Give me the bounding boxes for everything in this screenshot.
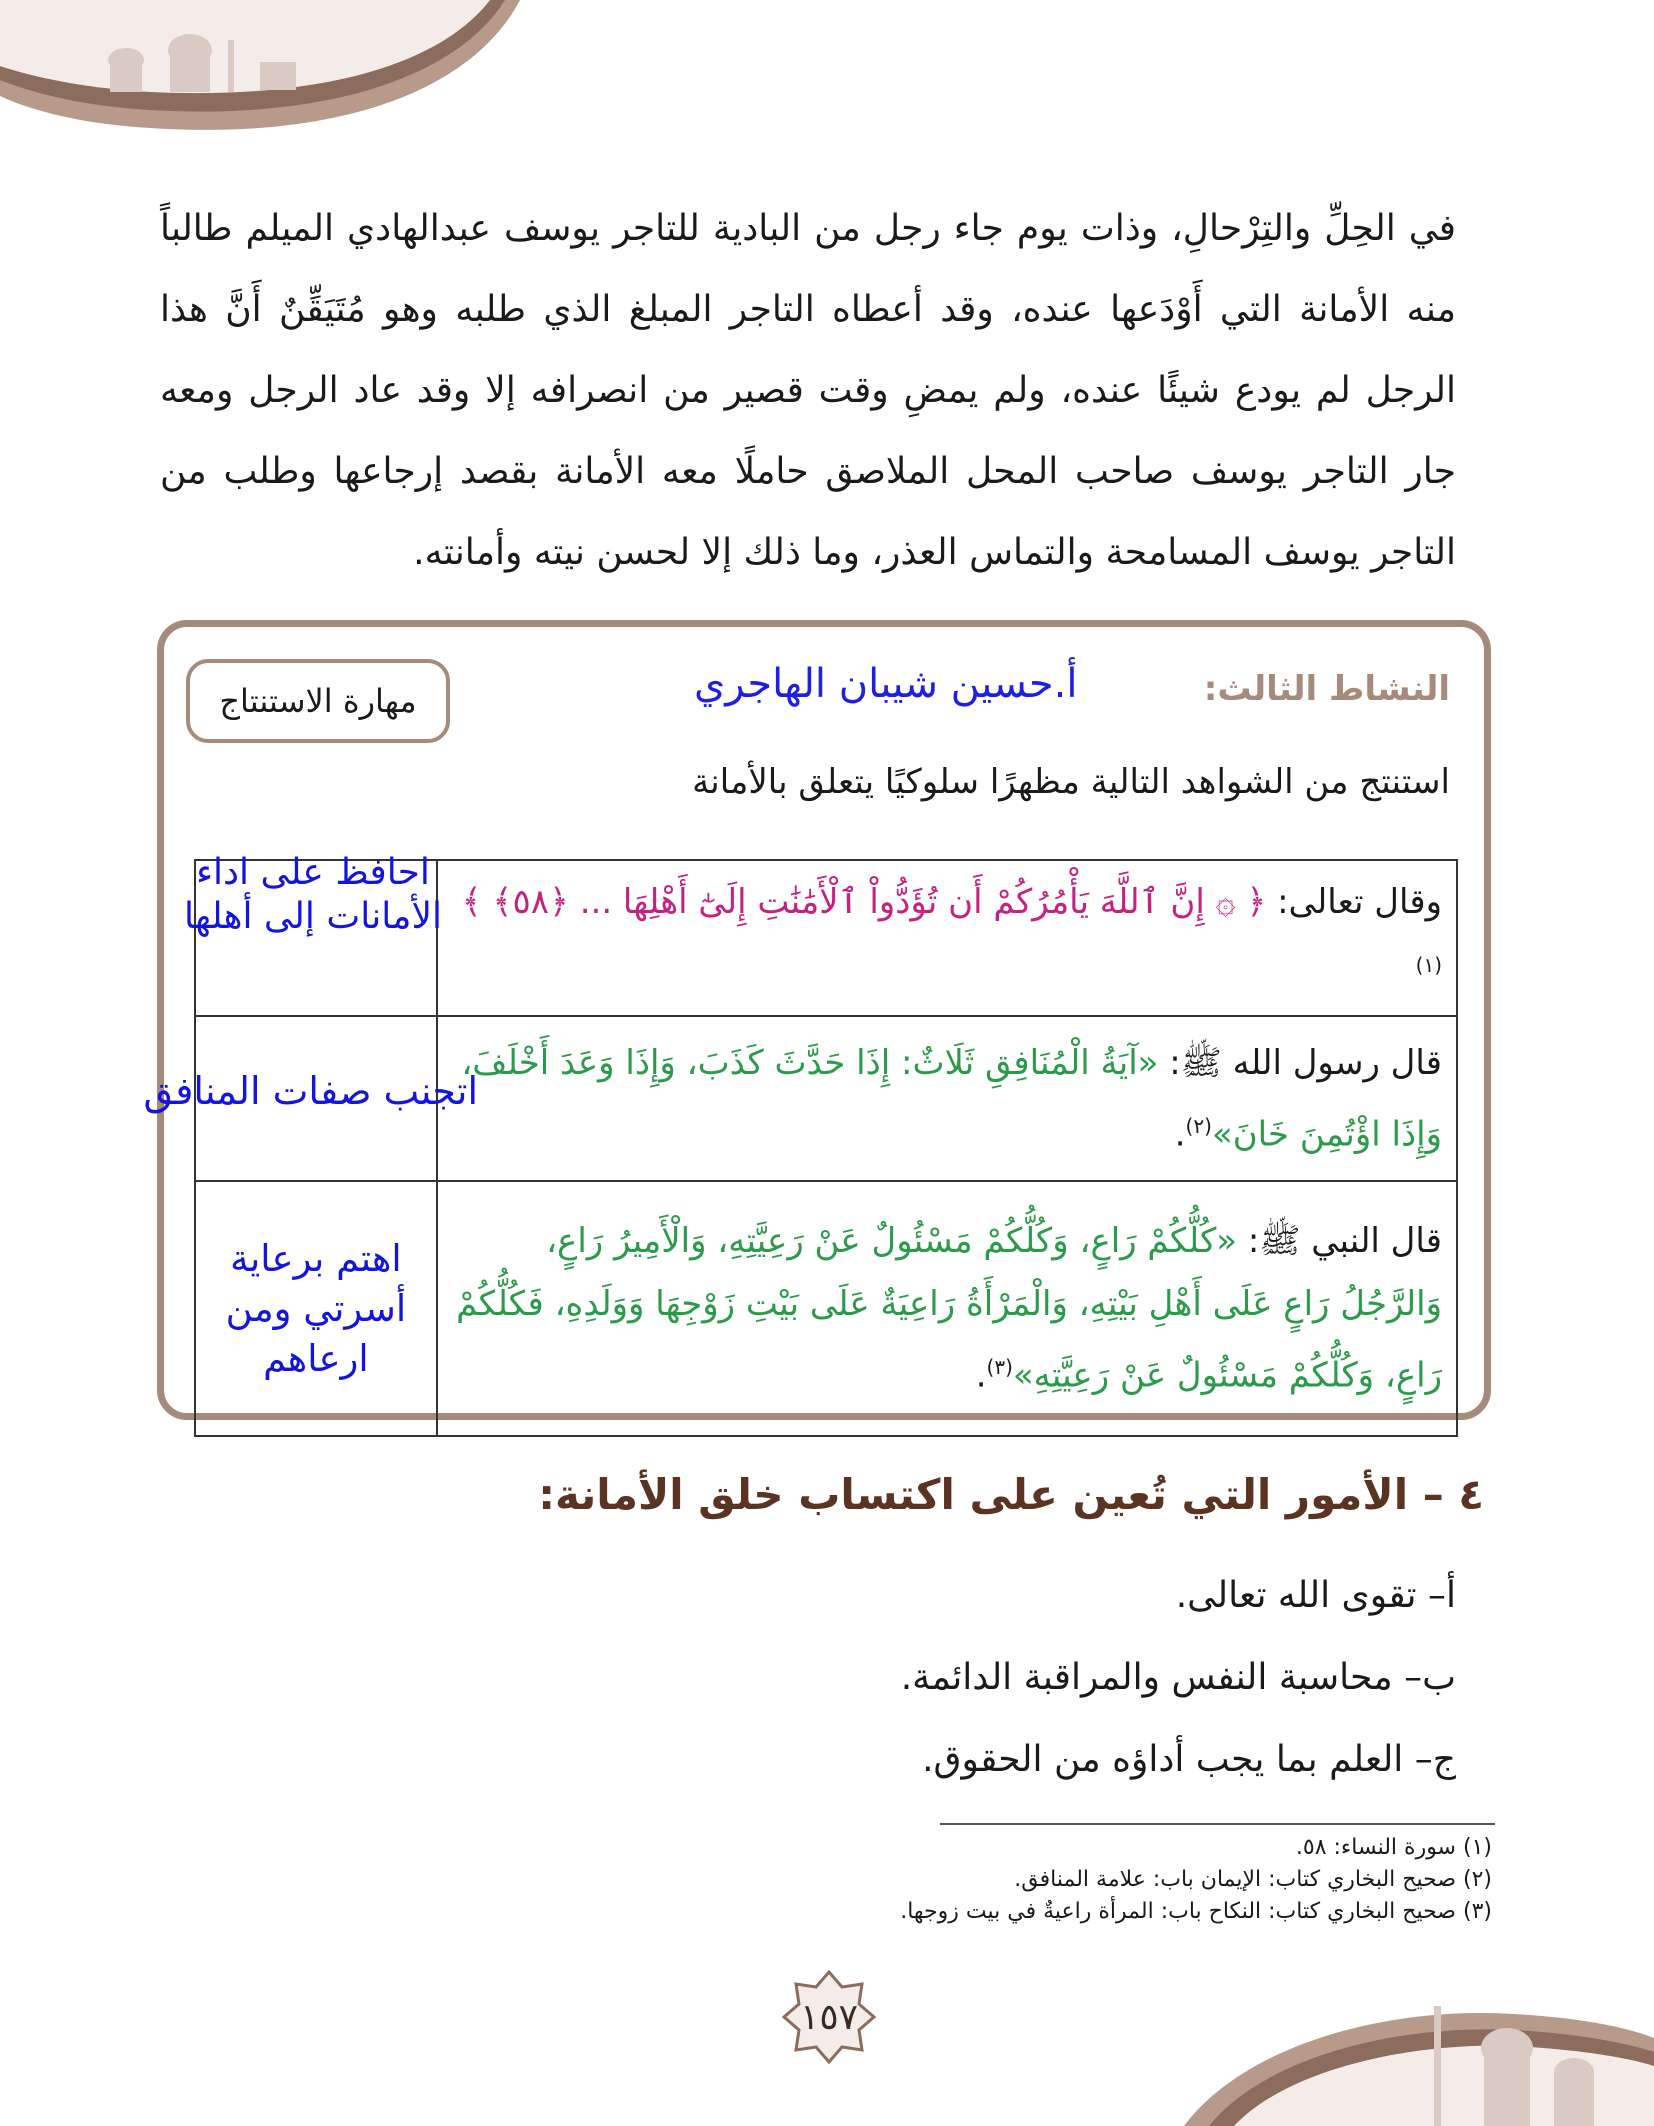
footnote-ref: (١)	[1415, 953, 1442, 977]
quran-verse: ﴿ ۞ إِنَّ ٱللَّهَ يَأْمُرُكُمْ أَن تُؤَدُّواْ ٱلْأَمَٰنَٰتِ إِلَىٰٓ أَهْلِهَا ... ﴿٥٨﴾ ﴾	[461, 882, 1267, 922]
answer-cell[interactable]	[195, 1181, 437, 1436]
evidence-intro: قال رسول الله ﷺ:	[1158, 1042, 1442, 1083]
answer-cell[interactable]	[143, 1016, 478, 1181]
page-number-text: ١٥٧	[799, 1996, 858, 2038]
footnote-divider	[940, 1823, 1495, 1825]
activity-instruction: استنتج من الشواهد التالية مظهرًا سلوكيًا يتعلق بالأمانة	[692, 762, 1450, 802]
footnote-ref: (٣)	[986, 1355, 1013, 1380]
evidence-table	[143, 852, 1458, 1437]
section-title: ٤ – الأمور التي تُعين على اكتساب خلق الأمانة:	[538, 1470, 1484, 1519]
evidence-tail: .	[1174, 1113, 1186, 1154]
table-row	[195, 1181, 1457, 1436]
activity-title: النشاط الثالث:	[1203, 669, 1450, 709]
activity-box	[143, 620, 1491, 1420]
handwritten-answer: اتجنب صفات المنافق	[143, 1069, 478, 1114]
evidence-tail: .	[975, 1355, 987, 1396]
hadith-text: «كُلُّكُمْ رَاعٍ، وَكُلُّكُمْ مَسْئُولٌ عَنْ رَعِيَّتِهِ، وَالْأَمِيرُ رَاعٍ، وَالرَّجُلُ رَاعٍ عَلَى أَهْلِ بَيْتِهِ، وَالْمَرْأَةُ رَاعِيَةٌ عَلَى بَيْتِ زَوْجِهَا وَوَلَدِهِ، فَكُلُّكُمْ رَاعٍ، وَكُلُّكُمْ مَسْئُولٌ عَنْ رَعِيَّتِهِ»	[456, 1221, 1442, 1396]
intro-paragraph: في الحِلِّ والتِرْحالِ، وذات يوم جاء رجل من البادية للتاجر يوسف عبدالهادي الميلم طالباً منه الأمانة التي أَوْدَعها عنده، وقد أعطاه التاجر المبلغ الذي طلبه وهو مُتَيَقِّنٌ أَنَّ هذا الرجل لم يودع شيئًا عنده، ولم يمضِ وقت قصير من انصرافه إلا وقد عاد الرجل ومعه جار التاجر يوسف صاحب المحل الملاصق حاملًا معه الأمانة بقصد إرجاعها وطلب من التاجر يوسف المسامحة والتماس العذر، وما ذلك إلا لحسن نيته وأمانته.	[160, 208, 1456, 573]
footnote-ref: (٢)	[1185, 1113, 1212, 1138]
footnote: (٣) صحيح البخاري كتاب: النكاح باب: المرأة راعيةٌ في بيت زوجها.	[900, 1899, 1492, 1924]
page-number	[782, 1970, 876, 2064]
evidence-cell	[437, 1181, 1457, 1436]
table-row	[195, 860, 1457, 1016]
list-item: ب– محاسبة النفس والمراقبة الدائمة.	[900, 1657, 1456, 1698]
skill-badge: مهارة الاستنتاج	[186, 659, 450, 743]
handwritten-answer: احافظ على اداء الأمانات إلى أهلها	[184, 852, 442, 937]
list-item: أ– تقوى الله تعالى.	[1175, 1575, 1456, 1616]
table-row	[195, 1016, 1457, 1181]
evidence-cell	[437, 860, 1457, 1016]
hadith-text: «آيَةُ الْمُنَافِقِ ثَلَاثٌ: إِذَا حَدَّثَ كَذَبَ، وَإِذَا وَعَدَ أَخْلَفَ، وَإِذَا اؤْتُمِنَ خَانَ»	[461, 1042, 1442, 1154]
evidence-cell	[437, 1016, 1457, 1181]
handwritten-answer: اهتم برعاية أسرتي ومن ارعاهم	[225, 1236, 407, 1380]
activity-author: أ.حسين شيبان الهاجري	[694, 661, 1078, 707]
footnote: (١) سورة النساء: ٥٨.	[1295, 1835, 1492, 1860]
footnote: (٢) صحيح البخاري كتاب: الإيمان باب: علامة المنافق.	[1014, 1867, 1492, 1892]
corner-ornament-bottom-right	[1184, 1976, 1654, 2126]
answer-cell[interactable]	[184, 852, 442, 1016]
footnotes	[900, 1832, 1492, 1928]
evidence-intro: قال النبي ﷺ:	[1237, 1221, 1442, 1262]
list-item: ج– العلم بما يجب أداؤه من الحقوق.	[922, 1739, 1456, 1780]
points-list	[901, 1555, 1456, 1801]
corner-ornament-top-left	[0, 0, 520, 160]
evidence-intro: وقال تعالى:	[1266, 882, 1442, 922]
